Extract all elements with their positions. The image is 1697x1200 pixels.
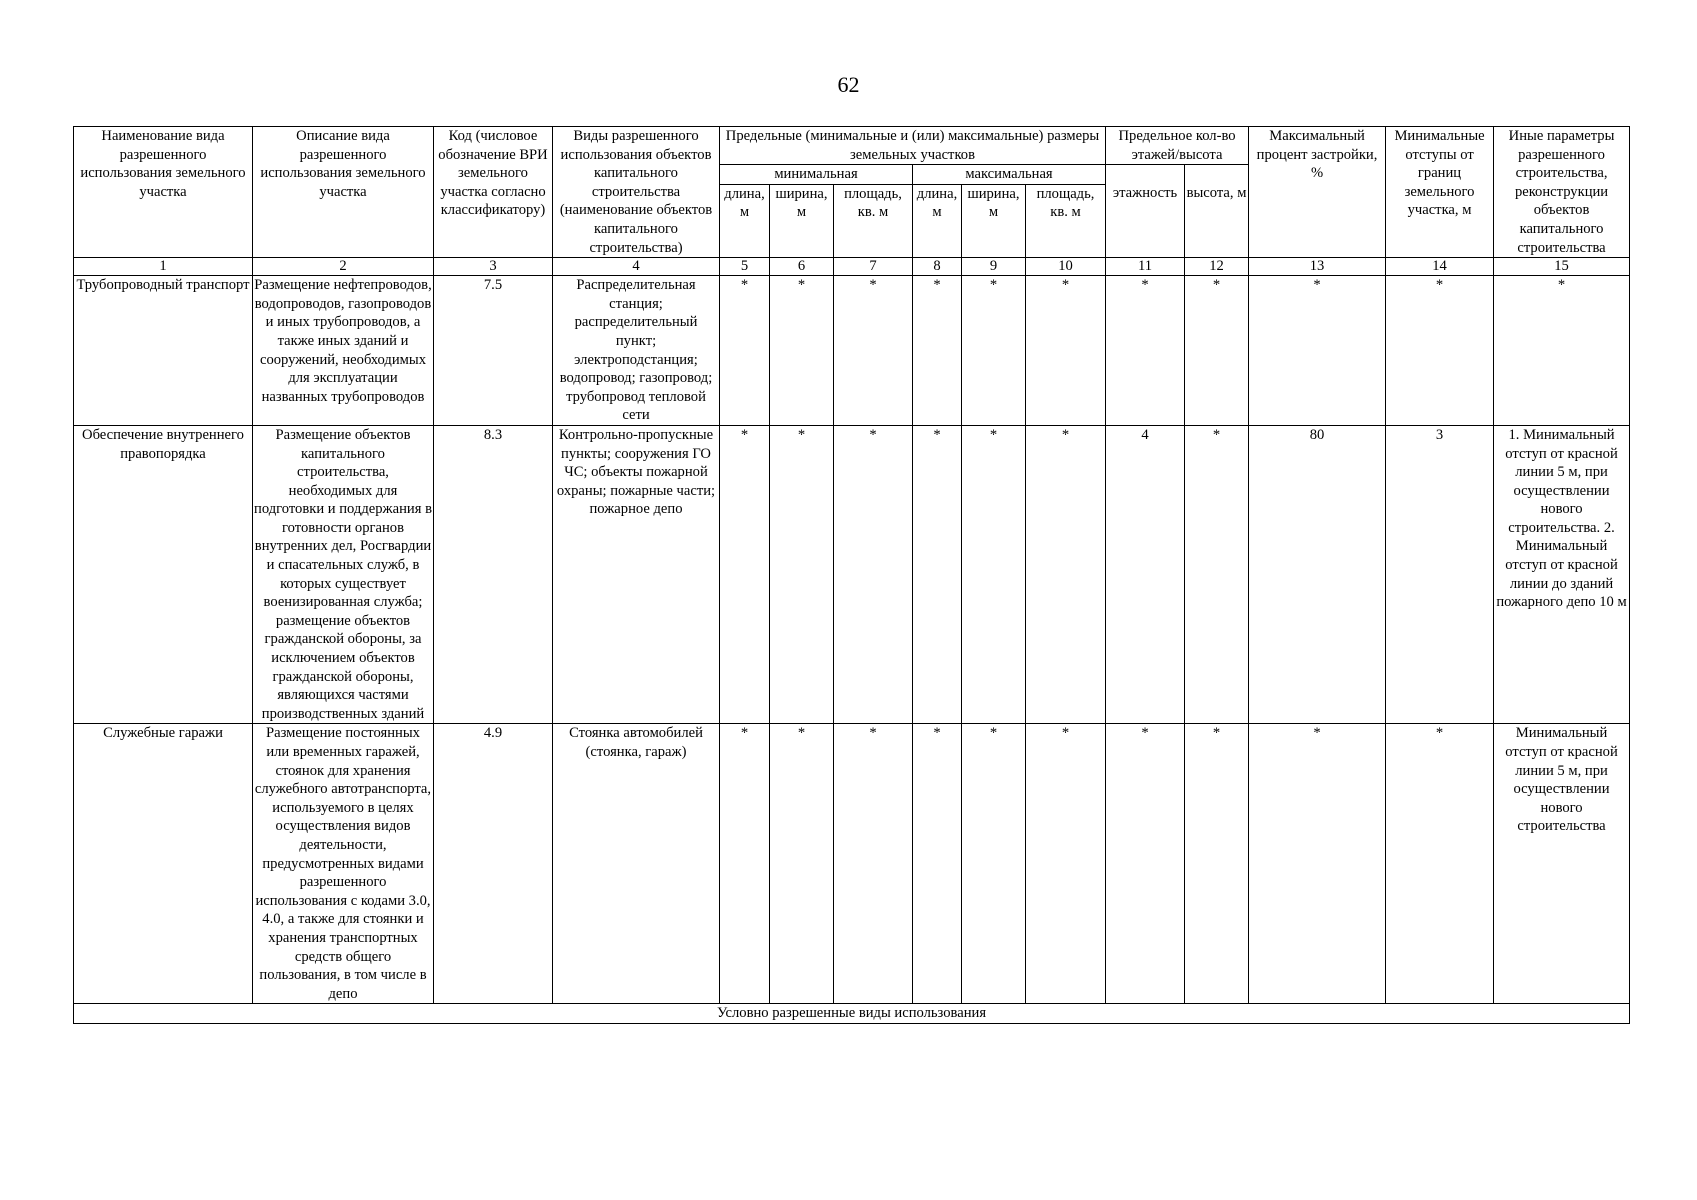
cell-floors: 4 [1106,425,1185,724]
cell-name: Служебные гаражи [74,724,253,1004]
cell-floors: * [1106,276,1185,426]
cell-height: * [1185,724,1249,1004]
cell-min-area: * [834,724,913,1004]
header-max: максимальная [913,165,1106,185]
column-number: 13 [1249,258,1386,276]
column-number: 4 [553,258,720,276]
page-number: 62 [837,72,860,97]
header-min-length: длина, м [720,184,770,257]
header-other: Иные параметры разрешенного строительства, реконструкции объектов капитального строительства [1494,127,1630,258]
header-types: Виды разрешенного использования объектов капитального строительства (наименование объектов капитального строительства) [553,127,720,258]
column-number: 7 [834,258,913,276]
cell-max-width: * [962,276,1026,426]
cell-percent: * [1249,724,1386,1004]
cell-types: Стоянка автомобилей (стоянка, гараж) [553,724,720,1004]
cell-setback: 3 [1386,425,1494,724]
table-row [74,724,1630,1004]
header-max-width: ширина, м [962,184,1026,257]
column-number: 12 [1185,258,1249,276]
cell-setback: * [1386,276,1494,426]
header-floors: этажность [1106,184,1185,257]
column-number: 14 [1386,258,1494,276]
cell-description: Размещение постоянных или временных гаражей, стоянок для хранения служебного автотранспорта, используемого в целях осуществления видов деятельности, предусмотренных видами разрешенного использования с кодами 3.0, 4.0, а также для стоянки и хранения транспортных средств общего пользования, в том числе в депо [253,724,434,1004]
cell-max-width: * [962,724,1026,1004]
column-number: 9 [962,258,1026,276]
table-row [74,425,1630,724]
cell-max-width: * [962,425,1026,724]
header-height-spacer [1185,165,1249,185]
cell-max-length: * [913,425,962,724]
cell-min-width: * [770,276,834,426]
header-name: Наименование вида разрешенного использования земельного участка [74,127,253,258]
table-header [74,127,1630,276]
cell-code: 8.3 [434,425,553,724]
cell-name: Обеспечение внутреннего правопорядка [74,425,253,724]
column-number-row [74,258,1630,276]
column-number: 15 [1494,258,1630,276]
cell-description: Размещение нефтепроводов, водопроводов, газопроводов и иных трубопроводов, а также иных зданий и сооружений, необходимых для эксплуатации названных трубопроводов [253,276,434,426]
header-code: Код (числовое обозначение ВРИ земельного участка согласно классификатору) [434,127,553,258]
column-number: 6 [770,258,834,276]
cell-code: 4.9 [434,724,553,1004]
cell-types: Распределительная станция; распределительный пункт; электроподстанция; водопровод; газопровод; трубопровод тепловой сети [553,276,720,426]
cell-max-length: * [913,276,962,426]
cell-min-length: * [720,724,770,1004]
header-max-percent: Максимальный процент застройки, % [1249,127,1386,258]
column-number: 2 [253,258,434,276]
header-min-width: ширина, м [770,184,834,257]
column-number: 3 [434,258,553,276]
header-height: высота, м [1185,184,1249,257]
cell-name: Трубопроводный транспорт [74,276,253,426]
header-max-length: длина, м [913,184,962,257]
header-setbacks: Минимальные отступы от границ земельного участка, м [1386,127,1494,258]
table-row [74,276,1630,426]
cell-other: Минимальный отступ от красной линии 5 м, при осуществлении нового строительства [1494,724,1630,1004]
column-number: 8 [913,258,962,276]
cell-min-length: * [720,425,770,724]
cell-code: 7.5 [434,276,553,426]
cell-height: * [1185,425,1249,724]
header-floors-height: Предельное кол-во этажей/высота [1106,127,1249,165]
column-number: 11 [1106,258,1185,276]
column-number: 5 [720,258,770,276]
header-max-area: площадь, кв. м [1026,184,1106,257]
cell-min-area: * [834,276,913,426]
section-footer: Условно разрешенные виды использования [74,1004,1630,1024]
header-floors-spacer [1106,165,1185,185]
cell-other: 1. Минимальный отступ от красной линии 5 м, при осуществлении нового строительства. 2. Минимальный отступ от красной линии до зданий пожарного депо 10 м [1494,425,1630,724]
cell-max-area: * [1026,724,1106,1004]
header-min-area: площадь, кв. м [834,184,913,257]
cell-max-area: * [1026,425,1106,724]
cell-other: * [1494,276,1630,426]
column-number: 1 [74,258,253,276]
cell-min-length: * [720,276,770,426]
cell-types: Контрольно-пропускные пункты; сооружения ГО ЧС; объекты пожарной охраны; пожарные части; пожарное депо [553,425,720,724]
cell-min-width: * [770,425,834,724]
cell-floors: * [1106,724,1185,1004]
cell-min-width: * [770,724,834,1004]
column-number: 10 [1026,258,1106,276]
cell-description: Размещение объектов капитального строительства, необходимых для подготовки и поддержания в готовности органов внутренних дел, Росгвардии и спасательных служб, в которых существует военизированная служба; размещение объектов гражданской обороны, за исключением объектов гражданской обороны, являющихся частями производственных зданий [253,425,434,724]
cell-max-length: * [913,724,962,1004]
cell-height: * [1185,276,1249,426]
header-plot-sizes: Предельные (минимальные и (или) максимальные) размеры земельных участков [720,127,1106,165]
cell-max-area: * [1026,276,1106,426]
land-use-table [73,126,1630,1024]
cell-setback: * [1386,724,1494,1004]
cell-min-area: * [834,425,913,724]
cell-percent: 80 [1249,425,1386,724]
header-min: минимальная [720,165,913,185]
cell-percent: * [1249,276,1386,426]
header-description: Описание вида разрешенного использования земельного участка [253,127,434,258]
